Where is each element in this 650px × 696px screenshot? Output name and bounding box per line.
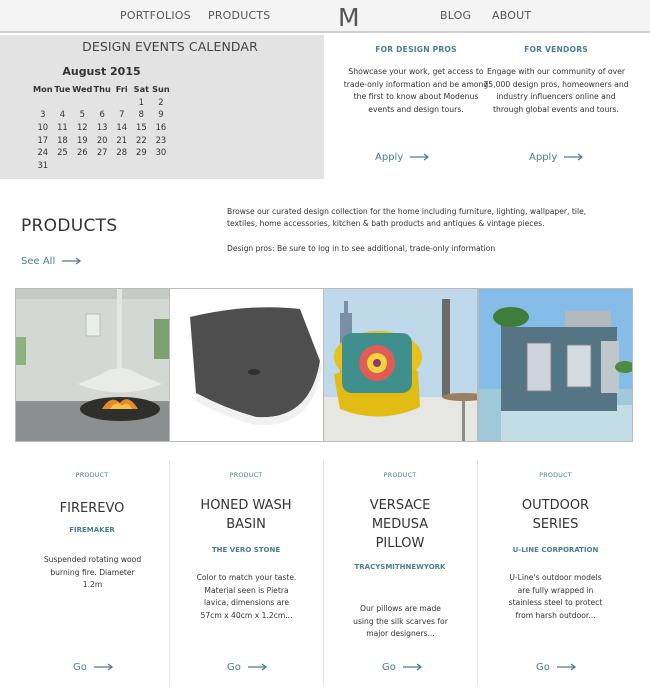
calendar-grid — [33, 83, 171, 171]
go-label: Go — [536, 662, 550, 673]
product-label: PRODUCT — [383, 471, 417, 479]
weekday-sun: Sun — [152, 84, 170, 95]
product-maker[interactable]: TRACYSMITHNEWYORK — [354, 563, 446, 571]
calendar-day[interactable]: 3 — [40, 109, 46, 120]
calendar-day[interactable]: 27 — [96, 147, 108, 158]
product-card-honed-wash-basin[interactable] — [169, 460, 324, 686]
calendar-day — [33, 96, 53, 109]
calendar-day — [132, 159, 152, 172]
calendar-day — [72, 159, 92, 172]
calendar-day[interactable]: 6 — [99, 109, 105, 120]
calendar-day[interactable]: 9 — [158, 109, 164, 120]
calendar-day[interactable]: 24 — [37, 147, 49, 158]
nav-products[interactable]: PRODUCTS — [208, 9, 271, 22]
product-name[interactable]: OUTDOOR SERIES — [521, 498, 590, 532]
calendar-day — [92, 159, 112, 172]
products-trade-note: Design pros: Be sure to log in to see additional, trade-only information — [227, 244, 496, 253]
calendar-day — [53, 96, 73, 109]
product-label: PRODUCT — [229, 471, 263, 479]
product-maker[interactable]: U-LINE CORPORATION — [512, 546, 599, 554]
product-card-firerevo[interactable] — [15, 460, 170, 686]
top-nav — [0, 0, 650, 33]
calendar-month: August 2015 — [62, 65, 141, 78]
arrow-right-icon — [248, 663, 268, 671]
calendar-day[interactable]: 19 — [76, 134, 88, 145]
calendar-day[interactable]: 2 — [158, 96, 164, 107]
product-description: U-Line's outdoor models are fully wrapped in stainless steel to protect from harsh outdoor... — [508, 573, 603, 620]
calendar-day[interactable]: 4 — [59, 109, 66, 120]
product-maker[interactable]: FIREMAKER — [69, 526, 115, 534]
product-name[interactable]: HONED WASH BASIN — [200, 498, 292, 532]
calendar-day — [151, 159, 171, 172]
go-label: Go — [382, 662, 396, 673]
weekday-wed: Wed — [72, 84, 93, 95]
calendar-day — [53, 159, 73, 172]
calendar-day — [92, 96, 112, 109]
calendar-week-row — [33, 133, 171, 146]
calendar-day[interactable]: 20 — [96, 134, 108, 145]
versace-medusa-pillow-go-link[interactable] — [382, 662, 423, 673]
firerevo-go-link[interactable] — [73, 662, 114, 673]
arrow-right-icon — [62, 257, 82, 265]
see-all-products-link[interactable] — [21, 256, 82, 267]
calendar-day — [112, 159, 132, 172]
products-heading: PRODUCTS — [21, 216, 118, 236]
outdoor-kitchen-image[interactable] — [478, 288, 633, 442]
product-description: Suspended rotating wood burning fire. Diameter 1.2m — [43, 555, 142, 589]
calendar-day[interactable]: 13 — [96, 122, 108, 133]
weekday-thu: Thu — [93, 84, 111, 95]
calendar-day[interactable]: 15 — [136, 122, 147, 133]
design-pros-description: Showcase your work, get access to trade-only information and be among the first to know about Modenus events and design tours. — [343, 67, 489, 114]
calendar-day[interactable]: 14 — [116, 122, 128, 133]
products-intro — [227, 206, 612, 255]
product-name[interactable]: FIREREVO — [59, 501, 125, 516]
calendar-day[interactable]: 18 — [57, 134, 68, 145]
nav-blog[interactable]: BLOG — [440, 9, 472, 22]
calendar-week-row — [33, 159, 171, 172]
product-description-wrap — [169, 572, 324, 622]
vendors-apply-link[interactable] — [529, 152, 584, 163]
product-card-versace-medusa-pillow[interactable] — [323, 460, 478, 686]
product-label: PRODUCT — [539, 471, 572, 479]
calendar-day — [72, 96, 92, 109]
calendar-day[interactable]: 25 — [57, 147, 68, 158]
calendar-day[interactable]: 7 — [119, 109, 125, 120]
pillow-on-yellow-chair-image[interactable] — [323, 288, 478, 442]
go-label: Go — [73, 662, 87, 673]
product-card-outdoor-series[interactable] — [478, 460, 633, 686]
suspended-fireplace-image[interactable] — [15, 288, 170, 442]
go-label: Go — [227, 662, 241, 673]
product-description-wrap — [478, 572, 633, 622]
product-name[interactable]: VERSACE MEDUSA PILLOW — [369, 498, 431, 551]
calendar-day[interactable]: 11 — [57, 122, 68, 133]
arrow-right-icon — [94, 663, 114, 671]
calendar-day[interactable]: 8 — [138, 109, 145, 120]
product-description: Our pillows are made using the silk scarves for major designers... — [353, 604, 448, 638]
calendar-day[interactable]: 29 — [136, 147, 147, 158]
events-calendar — [0, 35, 324, 179]
calendar-day[interactable]: 26 — [76, 147, 88, 158]
stone-wash-basin-image[interactable] — [169, 288, 324, 442]
calendar-day[interactable]: 23 — [155, 134, 167, 145]
arrow-right-icon — [410, 153, 430, 161]
product-maker[interactable]: THE VERO STONE — [211, 546, 281, 554]
nav-about[interactable]: ABOUT — [492, 9, 532, 22]
calendar-days — [33, 96, 171, 172]
calendar-day[interactable]: 17 — [37, 134, 49, 145]
calendar-day — [112, 96, 132, 109]
arrow-right-icon — [557, 663, 577, 671]
weekday-fri: Fri — [115, 84, 128, 95]
vendors-description: Engage with our community of over 75,000 design pros, homeowners and industry influencers online and through global events and tours. — [483, 67, 629, 114]
design-pros-apply-label: Apply — [375, 152, 404, 163]
calendar-day[interactable]: 5 — [79, 109, 85, 120]
weekday-sat: Sat — [133, 84, 150, 95]
calendar-weekday-row — [33, 83, 171, 96]
vendors-promo — [481, 35, 631, 116]
product-description-wrap — [15, 554, 170, 592]
calendar-day[interactable]: 16 — [155, 122, 167, 133]
design-pros-kicker: FOR DESIGN PROS — [375, 45, 457, 54]
honed-wash-basin-go-link[interactable] — [227, 662, 268, 673]
calendar-week-row — [33, 146, 171, 159]
calendar-day[interactable]: 1 — [138, 96, 145, 107]
outdoor-series-go-link[interactable] — [536, 662, 577, 673]
calendar-day[interactable]: 30 — [155, 147, 167, 158]
weekday-mon: Mon — [33, 84, 53, 95]
product-description: Color to match your taste. Material seen is Pietra lavica, dimensions are 57cm x 40cm x 1.2cm... — [196, 573, 297, 620]
arrow-right-icon — [564, 153, 584, 161]
weekday-tue: Tue — [54, 84, 71, 95]
calendar-day[interactable]: 12 — [76, 122, 88, 133]
product-label: PRODUCT — [75, 471, 109, 479]
calendar-week-row — [33, 108, 171, 121]
vendors-apply-label: Apply — [529, 152, 558, 163]
see-all-label: See All — [21, 256, 56, 267]
calendar-day[interactable]: 22 — [136, 134, 147, 145]
calendar-day[interactable]: 28 — [116, 147, 128, 158]
calendar-week-row — [33, 96, 171, 109]
product-description-wrap — [323, 603, 478, 641]
nav-portfolios[interactable]: PORTFOLIOS — [120, 9, 191, 22]
calendar-week-row — [33, 121, 171, 134]
vendors-kicker: FOR VENDORS — [524, 45, 588, 54]
design-pros-promo — [341, 35, 491, 116]
calendar-day[interactable]: 31 — [37, 159, 49, 170]
site-logo[interactable]: M — [338, 3, 360, 32]
calendar-day[interactable]: 21 — [116, 134, 128, 145]
products-intro-text: Browse our curated design collection for the home including furniture, lighting, wallpaper, tile, textiles, home accessories, kitchen & bath products and antiques & vintage pieces. — [227, 207, 587, 228]
arrow-right-icon — [403, 663, 423, 671]
design-pros-apply-link[interactable] — [375, 152, 430, 163]
calendar-day[interactable]: 10 — [37, 122, 49, 133]
calendar-title: DESIGN EVENTS CALENDAR — [82, 39, 258, 54]
